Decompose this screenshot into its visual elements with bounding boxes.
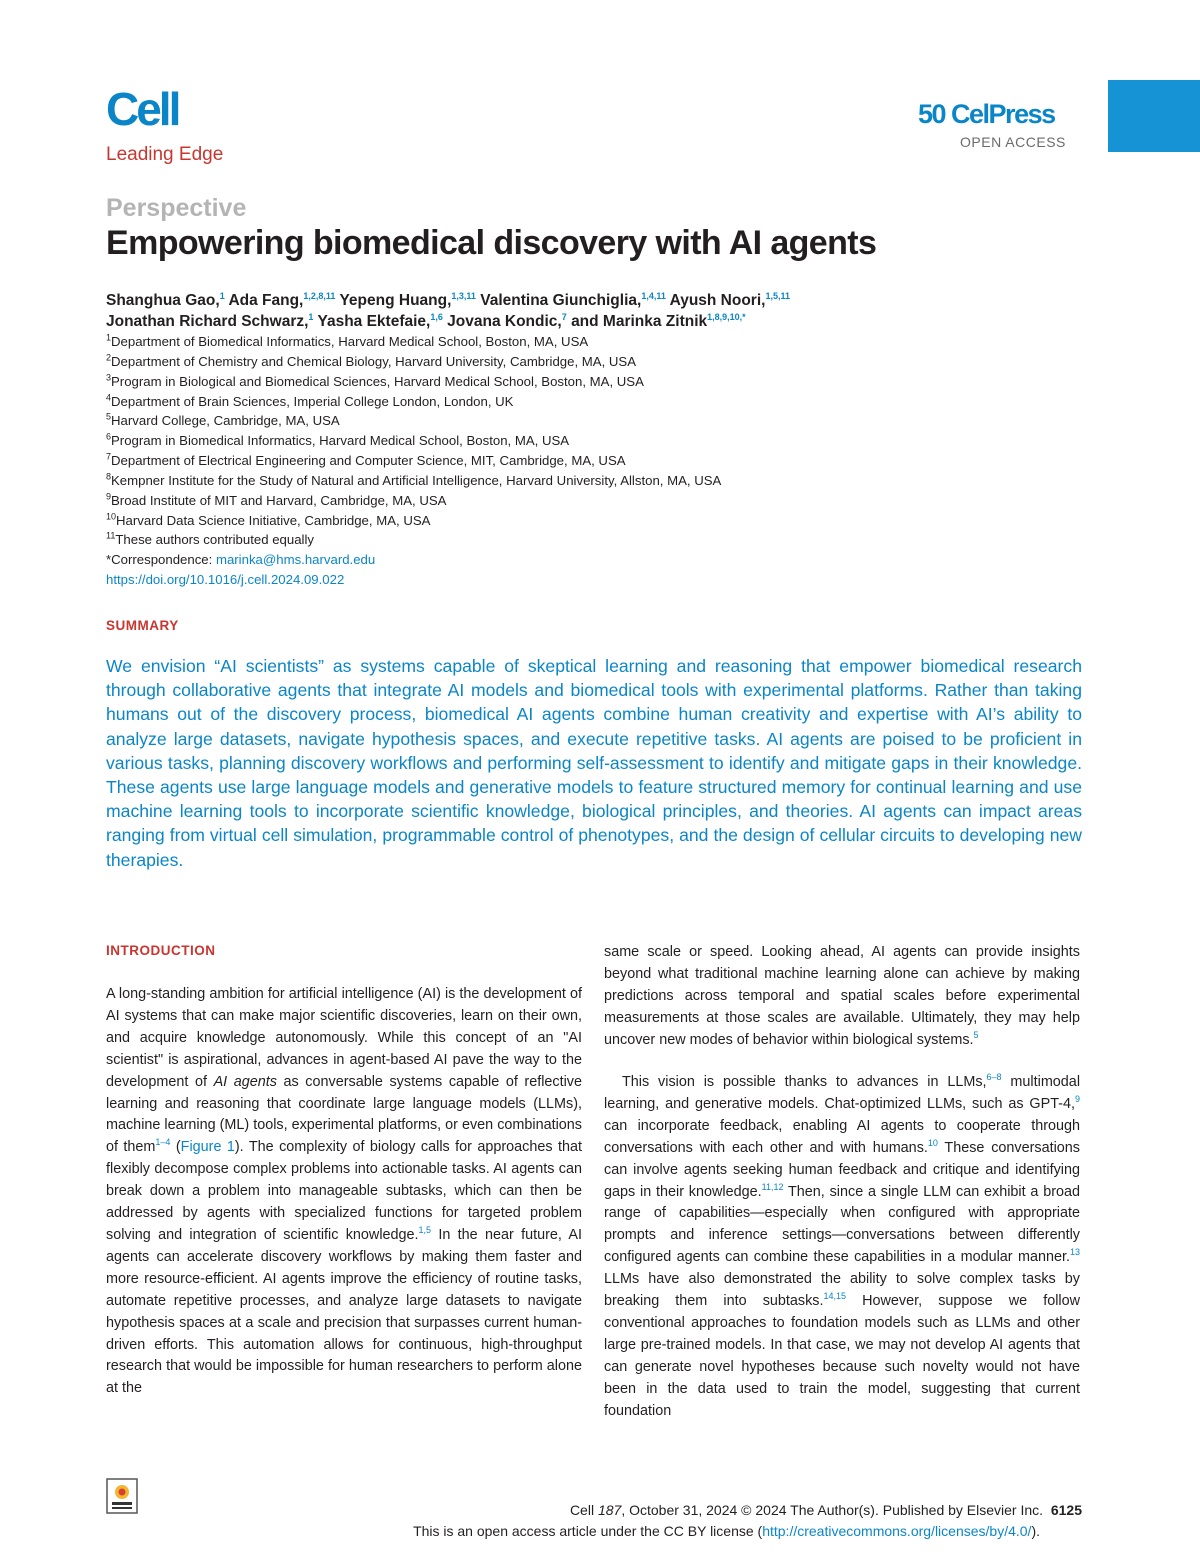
intro-text: as conversable systems capable of reflective learning and reasoning that coordinate large language models (LLMs), machine learning (ML) tools, experimental platforms, or even combinations of them xyxy=(106,1073,582,1156)
author-list xyxy=(106,290,1086,332)
summary-heading: SUMMARY xyxy=(106,618,179,633)
affiliation-number: 1 xyxy=(106,332,112,343)
doi-link[interactable]: https://doi.org/10.1016/j.cell.2024.09.022 xyxy=(106,572,345,588)
journal-logo: Cell xyxy=(106,83,179,135)
article-type: Perspective xyxy=(106,194,247,222)
intro-text: Then, since a single LLM can exhibit a broad range of capabilities—especially when configured with appropriate prompts and inference settings—conversations between differently configured agents can combine these capabilities in a modular manner. xyxy=(604,1183,1080,1266)
author-affil-ref: 1,3,11 xyxy=(451,290,476,301)
intro-text: However, suppose we follow conventional approaches to foundation models such as LLMs and other large pre-trained models. In that case, we may not develop AI agents that can generate novel hypotheses because such novelty would not have been in the data used to train the model, suggesting that current foundation xyxy=(604,1293,1080,1419)
affiliation xyxy=(106,411,1086,431)
intro-right-column-paragraph xyxy=(604,1072,1080,1423)
intro-text: ( xyxy=(170,1139,181,1156)
affiliation-number: 8 xyxy=(106,471,112,482)
affiliation-list xyxy=(106,332,1086,590)
intro-right-column-continued xyxy=(604,942,1080,1052)
affiliation xyxy=(106,451,1086,471)
affiliation-number: 11 xyxy=(106,531,116,542)
intro-text: ). The complexity of biology calls for approaches that flexibly decompose complex problems into actionable tasks. AI agents can break down a problem into manageable subtasks, which can then be addressed by agents with specialized functions for targeted problem solving and integration of scientific knowledge. xyxy=(106,1139,582,1243)
summary-text: We envision “AI scientists” as systems capable of skeptical learning and reasoning that empower biomedical research through collaborative agents that integrate AI models and biomedical tools with experimental platforms. Rather than taking humans out of the discovery process, biomedical AI agents combine human creativity and expertise with AI’s ability to analyze large datasets, navigate hypothesis spaces, and execute repetitive tasks. AI agents are poised to be proficient in various tasks, planning discovery workflows and performing self-assessment to identify and mitigate gaps in their knowledge. These agents use large language models and generative models to feature structured memory for continual learning and use machine learning tools to incorporate scientific knowledge, biological principles, and theories. AI agents can impact areas ranging from virtual cell simulation, programmable control of phenotypes, and the design of cellular circuits to developing new therapies. xyxy=(106,656,1082,870)
page-number: 6125 xyxy=(1050,1502,1082,1518)
intro-text: In the near future, AI agents can accelerate discovery workflows by making them faster and more resource-efficient. AI agents improve the efficiency of routine tasks, automate repetitive processes, and analyze large datasets to navigate hypothesis spaces at a scale and precision that surpasses current human-driven efforts. This automation allows for continuous, high-throughput research that would be impossible for human researchers to perform alone at the xyxy=(106,1226,582,1397)
author-affil-ref: 1 xyxy=(219,290,225,301)
citation-ref[interactable]: 1–4 xyxy=(155,1137,171,1148)
intro-text: can incorporate feedback, enabling AI agents to cooperate through conversations with each other and with humans. xyxy=(604,1117,1080,1156)
affiliation xyxy=(106,431,1086,451)
author-affil-ref: 1,4,11 xyxy=(641,290,666,301)
open-access-label: OPEN ACCESS xyxy=(960,134,1066,150)
intro-left-column xyxy=(106,984,582,1400)
author-affil-ref: 1,2,8,11 xyxy=(303,290,336,301)
open-access-badge-icon[interactable] xyxy=(106,1478,138,1514)
affiliation-text: These authors contributed equally xyxy=(115,532,315,548)
affiliation-text: Department of Electrical Engineering and Computer Science, MIT, Cambridge, MA, USA xyxy=(111,453,626,469)
affiliation-text: Department of Biomedical Informatics, Harvard Medical School, Boston, MA, USA xyxy=(111,334,589,349)
affiliation-number: 10 xyxy=(106,511,117,522)
author-affil-ref: 1,6 xyxy=(430,311,443,322)
citation-ref[interactable]: 9 xyxy=(1074,1094,1080,1105)
citation-ref[interactable]: 6–8 xyxy=(986,1072,1002,1083)
citation-ref[interactable]: 5 xyxy=(973,1029,979,1040)
license-link[interactable]: http://creativecommons.org/licenses/by/4.0/ xyxy=(762,1523,1032,1539)
intro-text: A long-standing ambition for artificial intelligence (AI) is the development of AI systems that can make major scientific discoveries, learn on their own, and acquire knowledge autonomously. While this concept of an "AI scientist" is aspirational, advances in agent-based AI pave the way to the development of xyxy=(106,986,582,1090)
affiliation-text: Department of Brain Sciences, Imperial College London, London, UK xyxy=(111,393,514,409)
author: Jovana Kondic, xyxy=(447,313,562,330)
correspondence xyxy=(106,550,1086,570)
author: Yasha Ektefaie, xyxy=(317,313,431,330)
affiliation-number: 6 xyxy=(106,431,112,442)
affiliation xyxy=(106,471,1086,491)
author: Yepeng Huang, xyxy=(339,292,452,309)
affiliation-number: 9 xyxy=(106,491,112,502)
author: Ayush Noori, xyxy=(669,292,766,309)
affiliation-text: Kempner Institute for the Study of Natural and Artificial Intelligence, Harvard University, Allston, MA, USA xyxy=(111,472,722,488)
author-affil-ref: 1 xyxy=(308,311,314,322)
intro-text-italic: AI agents xyxy=(213,1073,277,1090)
article-title: Empowering biomedical discovery with AI agents xyxy=(106,224,877,262)
intro-text: LLMs have also demonstrated the ability to solve complex tasks by breaking them into subtasks. xyxy=(604,1271,1080,1310)
footer-volume: 187 xyxy=(597,1502,622,1518)
affiliation xyxy=(106,332,1086,352)
affiliation-text: Program in Biomedical Informatics, Harvard Medical School, Boston, MA, USA xyxy=(111,433,570,449)
publisher-logo: 50 CelPress xyxy=(918,99,1055,129)
section-label: Leading Edge xyxy=(106,144,224,165)
footer-journal: Cell xyxy=(569,1502,598,1518)
license-text-end: ). xyxy=(1031,1523,1040,1539)
corner-tab xyxy=(1108,80,1200,152)
affiliation-text: Department of Chemistry and Chemical Biology, Harvard University, Cambridge, MA, USA xyxy=(111,353,637,369)
intro-text: same scale or speed. Looking ahead, AI agents can provide insights beyond what traditional machine learning alone can achieve by making predictions across temporal and spatial scales before experimental measurements at those scales are available. Ultimately, they may help uncover new modes of behavior within biological systems. xyxy=(604,944,1080,1048)
citation-ref[interactable]: 11,12 xyxy=(761,1181,784,1192)
footer-citation: , October 31, 2024 © 2024 The Author(s). Published by Elsevier Inc. xyxy=(621,1502,1044,1518)
affiliation-number: 7 xyxy=(106,451,112,462)
author: Valentina Giunchiglia, xyxy=(480,292,642,309)
affiliation xyxy=(106,491,1086,511)
introduction-heading: INTRODUCTION xyxy=(106,943,216,958)
author-affil-ref: 1,8,9,10,* xyxy=(707,311,746,322)
author: and Marinka Zitnik xyxy=(571,313,708,330)
affiliation-number: 3 xyxy=(106,372,112,383)
citation-ref[interactable]: 13 xyxy=(1069,1247,1080,1258)
citation-ref[interactable]: 10 xyxy=(927,1137,938,1148)
affiliation xyxy=(106,511,1086,531)
affiliation-text: Program in Biological and Biomedical Sciences, Harvard Medical School, Boston, MA, USA xyxy=(111,373,644,389)
affiliation-text: Harvard Data Science Initiative, Cambridge, MA, USA xyxy=(116,512,431,528)
affiliation-number: 4 xyxy=(106,392,112,403)
intro-text: This vision is possible thanks to advances in LLMs, xyxy=(622,1074,987,1090)
affiliation xyxy=(106,352,1086,372)
affiliation xyxy=(106,392,1086,412)
affiliation-text: Broad Institute of MIT and Harvard, Cambridge, MA, USA xyxy=(111,492,447,508)
affiliation xyxy=(106,372,1086,392)
affiliation-number: 5 xyxy=(106,411,112,422)
license-line xyxy=(413,1523,1040,1539)
affiliation xyxy=(106,530,1086,550)
affiliation-number: 2 xyxy=(106,352,112,363)
author: Jonathan Richard Schwarz, xyxy=(106,313,309,330)
license-text: This is an open access article under the CC BY license ( xyxy=(413,1523,763,1539)
author: Shanghua Gao, xyxy=(106,292,220,309)
citation-line xyxy=(570,1502,1082,1518)
intro-text: multimodal learning, and generative models. Chat-optimized LLMs, such as GPT-4, xyxy=(604,1074,1081,1112)
citation-ref[interactable]: 14,15 xyxy=(823,1291,847,1302)
citation-ref[interactable]: 1,5 xyxy=(418,1225,432,1236)
figure-link[interactable]: Figure 1 xyxy=(180,1139,235,1156)
intro-text: These conversations can involve agents seeking human feedback and critique and identifying gaps in their knowledge. xyxy=(604,1139,1080,1200)
author: Ada Fang, xyxy=(228,292,304,309)
author-affil-ref: 1,5,11 xyxy=(765,290,790,301)
author-affil-ref: 7 xyxy=(561,311,567,322)
correspondence-label: *Correspondence: xyxy=(106,552,216,568)
correspondence-email-link[interactable]: marinka@hms.harvard.edu xyxy=(215,552,376,568)
affiliation-text: Harvard College, Cambridge, MA, USA xyxy=(111,413,340,429)
